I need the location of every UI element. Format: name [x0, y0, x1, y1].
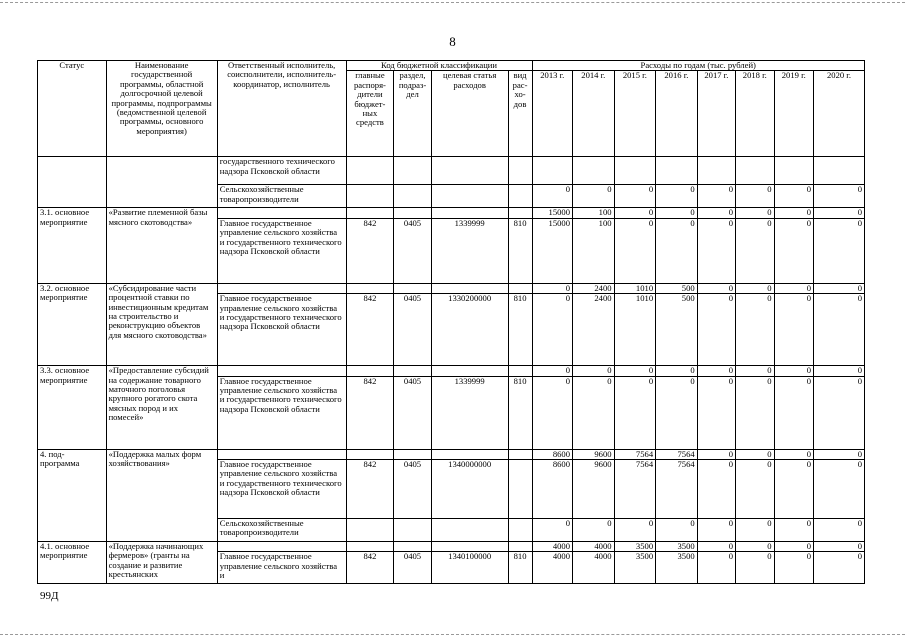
year-value-cell: 0 — [656, 218, 698, 283]
csr-cell — [431, 519, 508, 542]
grbs-cell: 842 — [346, 294, 394, 366]
year-value-cell: 0 — [697, 542, 735, 552]
year-value-cell: 0 — [736, 218, 774, 283]
year-value-cell: 0 — [656, 519, 698, 542]
budget-table — [37, 60, 865, 584]
year-value-cell: 15000 — [532, 218, 573, 283]
year-value-cell — [573, 157, 615, 185]
table-row — [38, 449, 865, 459]
header-csr: целевая статья расходов — [431, 71, 508, 157]
vr-cell: 810 — [508, 376, 532, 449]
year-value-cell: 0 — [532, 294, 573, 366]
header-year: 2020 г. — [814, 71, 865, 157]
year-value-cell: 0 — [697, 376, 735, 449]
year-value-cell: 0 — [697, 208, 735, 218]
year-value-cell: 0 — [736, 460, 774, 519]
year-value-cell — [774, 157, 813, 185]
year-value-cell: 4000 — [573, 552, 615, 584]
responsible-cell — [217, 366, 346, 376]
header-year: 2019 г. — [774, 71, 813, 157]
year-value-cell: 0 — [814, 552, 865, 584]
year-value-cell: 0 — [774, 366, 813, 376]
year-value-cell: 0 — [697, 366, 735, 376]
year-value-cell: 1010 — [614, 294, 656, 366]
year-value-cell: 7564 — [614, 460, 656, 519]
year-value-cell: 0 — [697, 552, 735, 584]
year-value-cell — [814, 157, 865, 185]
year-value-cell: 0 — [697, 185, 735, 208]
grbs-cell — [346, 366, 394, 376]
header-year: 2014 г. — [573, 71, 615, 157]
year-value-cell: 100 — [573, 208, 615, 218]
year-value-cell: 0 — [614, 218, 656, 283]
year-value-cell: 0 — [614, 376, 656, 449]
year-value-cell — [656, 157, 698, 185]
table-row — [38, 157, 865, 185]
name-cell — [106, 157, 217, 208]
year-value-cell: 0 — [656, 376, 698, 449]
razdel-cell — [394, 157, 431, 185]
responsible-cell: Главное государственное управление сельского хозяйства и государственного технического надзора Псковской области — [217, 460, 346, 519]
vr-cell — [508, 208, 532, 218]
year-value-cell: 8600 — [532, 449, 573, 459]
year-value-cell: 0 — [614, 519, 656, 542]
year-value-cell: 0 — [532, 376, 573, 449]
year-value-cell: 0 — [774, 542, 813, 552]
status-cell: 3.3. основное мероприятие — [38, 366, 107, 449]
header-razdel: раздел, подраз-дел — [394, 71, 431, 157]
grbs-cell — [346, 157, 394, 185]
grbs-cell — [346, 449, 394, 459]
grbs-cell: 842 — [346, 376, 394, 449]
grbs-cell: 842 — [346, 218, 394, 283]
year-value-cell: 0 — [774, 449, 813, 459]
year-value-cell — [697, 157, 735, 185]
year-value-cell: 0 — [814, 218, 865, 283]
year-value-cell: 0 — [736, 185, 774, 208]
year-value-cell: 0 — [697, 519, 735, 542]
name-cell: «Предоставление субсидий на содержание товарного маточного поголовья крупного рогатого скота мясных пород и их помесей» — [106, 366, 217, 449]
year-value-cell — [736, 157, 774, 185]
header-status: Статус — [38, 61, 107, 157]
grbs-cell — [346, 542, 394, 552]
responsible-cell: Сельскохозяйственные товаропроизводители — [217, 185, 346, 208]
year-value-cell: 0 — [532, 519, 573, 542]
responsible-cell — [217, 542, 346, 552]
page-number: 8 — [449, 34, 456, 49]
year-value-cell: 1010 — [614, 283, 656, 293]
csr-cell — [431, 208, 508, 218]
header-expenses: Расходы по годам (тыс. рублей) — [532, 61, 865, 71]
bottom-dashed-line — [0, 634, 905, 636]
grbs-cell — [346, 283, 394, 293]
year-value-cell: 0 — [814, 519, 865, 542]
year-value-cell: 3500 — [656, 552, 698, 584]
responsible-cell — [217, 283, 346, 293]
razdel-cell — [394, 366, 431, 376]
year-value-cell: 4000 — [573, 542, 615, 552]
csr-cell — [431, 157, 508, 185]
year-value-cell: 0 — [736, 294, 774, 366]
responsible-cell — [217, 208, 346, 218]
year-value-cell: 0 — [697, 460, 735, 519]
year-value-cell: 2400 — [573, 283, 615, 293]
grbs-cell: 842 — [346, 552, 394, 584]
year-value-cell: 7564 — [656, 460, 698, 519]
year-value-cell: 3500 — [614, 542, 656, 552]
responsible-cell — [217, 449, 346, 459]
vr-cell — [508, 157, 532, 185]
razdel-cell: 0405 — [394, 218, 431, 283]
grbs-cell: 842 — [346, 460, 394, 519]
year-value-cell: 15000 — [532, 208, 573, 218]
header-grbs: главные распоря-дители бюджет-ных средств — [346, 71, 394, 157]
header-year: 2016 г. — [656, 71, 698, 157]
top-dashed-line — [0, 2, 905, 4]
table-body — [38, 157, 865, 584]
name-cell: «Поддержка малых форм хозяйствования» — [106, 449, 217, 541]
csr-cell: 1330200000 — [431, 294, 508, 366]
year-value-cell: 0 — [614, 366, 656, 376]
year-value-cell: 0 — [736, 208, 774, 218]
year-value-cell: 7564 — [656, 449, 698, 459]
year-value-cell: 0 — [736, 449, 774, 459]
year-value-cell: 0 — [774, 376, 813, 449]
year-value-cell: 0 — [814, 208, 865, 218]
grbs-cell — [346, 185, 394, 208]
year-value-cell: 0 — [573, 376, 615, 449]
status-cell — [38, 157, 107, 208]
year-value-cell: 0 — [736, 376, 774, 449]
year-value-cell: 0 — [814, 185, 865, 208]
csr-cell: 1339999 — [431, 376, 508, 449]
csr-cell: 1339999 — [431, 218, 508, 283]
razdel-cell: 0405 — [394, 294, 431, 366]
razdel-cell: 0405 — [394, 552, 431, 584]
csr-cell: 1340000000 — [431, 460, 508, 519]
razdel-cell — [394, 542, 431, 552]
year-value-cell: 0 — [774, 294, 813, 366]
csr-cell — [431, 185, 508, 208]
year-value-cell: 0 — [774, 283, 813, 293]
year-value-cell: 0 — [532, 283, 573, 293]
year-value-cell: 0 — [656, 185, 698, 208]
status-cell: 3.2. основное мероприятие — [38, 283, 107, 365]
year-value-cell: 0 — [814, 294, 865, 366]
responsible-cell: Главное государственное управление сельского хозяйства и государственного технического надзора Псковской области — [217, 376, 346, 449]
year-value-cell — [532, 157, 573, 185]
name-cell: «Развитие племенной базы мясного скотоводства» — [106, 208, 217, 283]
footer-code: 99Д — [40, 590, 59, 602]
header-responsible: Ответственный исполнитель, соисполнители, исполнитель-координатор, исполнитель — [217, 61, 346, 157]
year-value-cell: 0 — [656, 208, 698, 218]
year-value-cell: 0 — [697, 449, 735, 459]
year-value-cell: 7564 — [614, 449, 656, 459]
year-value-cell: 0 — [532, 185, 573, 208]
header-budget-code: Код бюджетной классификации — [346, 61, 532, 71]
year-value-cell: 2400 — [573, 294, 615, 366]
table-row — [38, 283, 865, 293]
vr-cell: 810 — [508, 294, 532, 366]
year-value-cell: 0 — [774, 519, 813, 542]
vr-cell — [508, 366, 532, 376]
status-cell: 4. под-программа — [38, 449, 107, 541]
header-year: 2018 г. — [736, 71, 774, 157]
year-value-cell: 100 — [573, 218, 615, 283]
vr-cell — [508, 283, 532, 293]
year-value-cell: 0 — [774, 552, 813, 584]
year-value-cell: 0 — [697, 218, 735, 283]
responsible-cell: Главное государственное управление сельского хозяйства и государственного технического надзора Псковской области — [217, 218, 346, 283]
year-value-cell: 0 — [774, 208, 813, 218]
year-value-cell: 0 — [573, 366, 615, 376]
razdel-cell: 0405 — [394, 460, 431, 519]
csr-cell — [431, 449, 508, 459]
status-cell: 3.1. основное мероприятие — [38, 208, 107, 283]
year-value-cell: 0 — [573, 185, 615, 208]
csr-cell — [431, 542, 508, 552]
csr-cell: 1340100000 — [431, 552, 508, 584]
grbs-cell — [346, 208, 394, 218]
name-cell: «Поддержка начинающих фермеров» (гранты на создание и развитие крестьянских — [106, 542, 217, 584]
year-value-cell — [614, 157, 656, 185]
year-value-cell: 9600 — [573, 449, 615, 459]
table-row — [38, 208, 865, 218]
name-cell: «Субсидирование части процентной ставки по инвестиционным кредитам на строительство и реконструкцию объектов для мясного скотоводства» — [106, 283, 217, 365]
razdel-cell — [394, 185, 431, 208]
year-value-cell: 3500 — [656, 542, 698, 552]
vr-cell: 810 — [508, 552, 532, 584]
year-value-cell: 0 — [736, 519, 774, 542]
year-value-cell: 0 — [814, 366, 865, 376]
year-value-cell: 0 — [614, 185, 656, 208]
year-value-cell: 4000 — [532, 552, 573, 584]
vr-cell: 810 — [508, 218, 532, 283]
year-value-cell: 0 — [814, 449, 865, 459]
year-value-cell: 0 — [774, 218, 813, 283]
vr-cell — [508, 449, 532, 459]
razdel-cell — [394, 283, 431, 293]
year-value-cell: 0 — [774, 185, 813, 208]
year-value-cell: 0 — [736, 552, 774, 584]
header-year: 2017 г. — [697, 71, 735, 157]
year-value-cell: 500 — [656, 294, 698, 366]
razdel-cell — [394, 208, 431, 218]
responsible-cell: Главное государственное управление сельского хозяйства и — [217, 552, 346, 584]
header-name: Наименование государственной программы, областной долгосрочной целевой программы, подпрограммы (ведомственной целевой программы, основного мероприятия) — [106, 61, 217, 157]
status-cell: 4.1. основное мероприятие — [38, 542, 107, 584]
year-value-cell: 0 — [614, 208, 656, 218]
grbs-cell — [346, 519, 394, 542]
responsible-cell: Главное государственное управление сельского хозяйства и государственного технического надзора Псковской области — [217, 294, 346, 366]
csr-cell — [431, 366, 508, 376]
year-value-cell: 9600 — [573, 460, 615, 519]
razdel-cell — [394, 449, 431, 459]
year-value-cell: 0 — [573, 519, 615, 542]
year-value-cell: 0 — [736, 366, 774, 376]
year-value-cell: 0 — [697, 283, 735, 293]
year-value-cell: 0 — [814, 460, 865, 519]
year-value-cell: 0 — [774, 460, 813, 519]
year-value-cell: 8600 — [532, 460, 573, 519]
year-value-cell: 0 — [532, 366, 573, 376]
header-vr: вид рас-хо-дов — [508, 71, 532, 157]
year-value-cell: 0 — [736, 283, 774, 293]
header-year: 2013 г. — [532, 71, 573, 157]
responsible-cell: государственного технического надзора Псковской области — [217, 157, 346, 185]
year-value-cell: 3500 — [614, 552, 656, 584]
vr-cell — [508, 519, 532, 542]
vr-cell — [508, 460, 532, 519]
vr-cell — [508, 542, 532, 552]
year-value-cell: 0 — [814, 542, 865, 552]
year-value-cell: 0 — [656, 366, 698, 376]
header-year: 2015 г. — [614, 71, 656, 157]
year-value-cell: 4000 — [532, 542, 573, 552]
year-value-cell: 500 — [656, 283, 698, 293]
csr-cell — [431, 283, 508, 293]
table-row — [38, 542, 865, 552]
vr-cell — [508, 185, 532, 208]
table-row — [38, 366, 865, 376]
year-value-cell: 0 — [814, 283, 865, 293]
year-value-cell: 0 — [697, 294, 735, 366]
year-value-cell: 0 — [814, 376, 865, 449]
responsible-cell: Сельскохозяйственные товаропроизводители — [217, 519, 346, 542]
razdel-cell — [394, 519, 431, 542]
razdel-cell: 0405 — [394, 376, 431, 449]
year-value-cell: 0 — [736, 542, 774, 552]
